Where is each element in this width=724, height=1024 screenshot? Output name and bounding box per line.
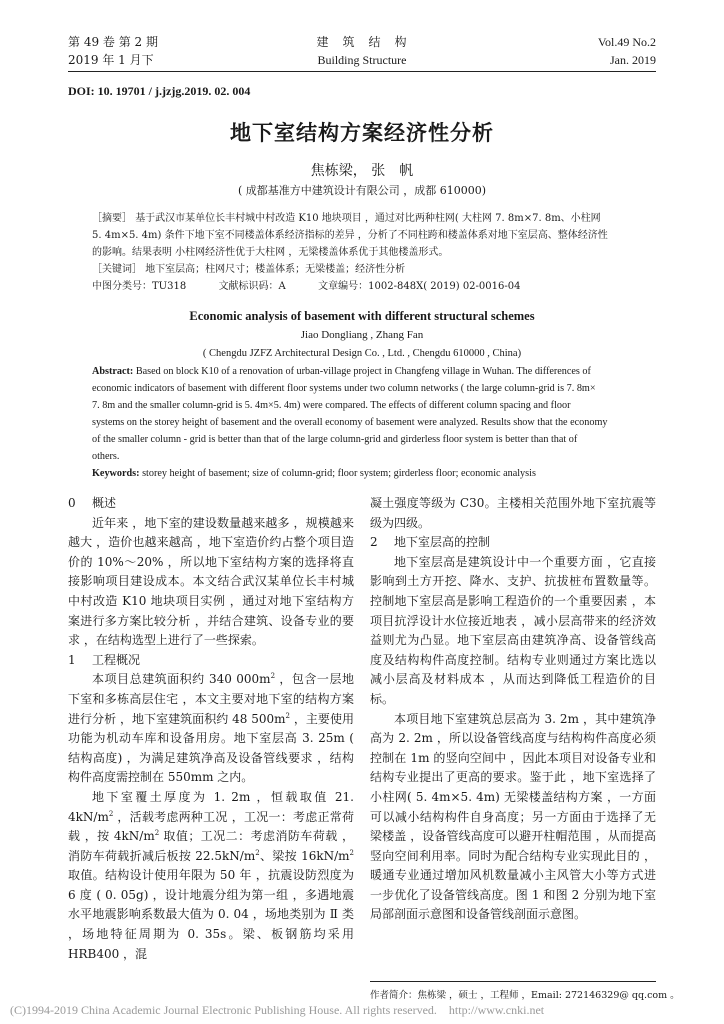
abstract-en-line: Based on block K10 of a renovation of urban-village project in Changfeng village in Wuhan. The differences of: [135, 366, 591, 377]
journal-volume-en: Vol.49 No.2: [597, 35, 656, 49]
abstract-cn-line: 5. 4m×5. 4m) 条件下地下室不同楼盖体系经济指标的差异 ，分析了不同柱跨和楼盖体系对地下室层高、整体经济性: [92, 230, 608, 241]
abstract-en-line: others.: [92, 451, 120, 462]
journal-name-cn: 建 筑 结 构: [316, 35, 408, 49]
abstract-cn-line: 基于武汉市某单位长丰村城中村改造 K10 地块项目 ，通过对比两种柱网( 大柱网 7. 8m×7. 8m、小柱网: [135, 213, 601, 224]
abstract-en-line: economic indicators of basement with different floor systems under two column networks ( the large column-grid is 7. 8m×: [92, 383, 596, 394]
abstract-en-label: Abstract:: [92, 366, 134, 377]
footnote-rule: [370, 981, 656, 982]
paragraph: 地下室覆土厚度为 1. 2m ，恒载取值 21. $4kN/m^2$ ，活载考虑两种工况 ，工况一：考虑正常荷载 ，按 $4kN/m^2$ 取值；工况二：考虑消防车荷载 ，消防车荷载折减后板按 $22.5kN/m^2$、梁按 $16kN/m^2$ 取值。结构设计使用年限为 50 年 ，抗震设防烈度为 6 度 ( 0. 05g) ，设计地震分组为第一组 ，多遇地震水平地震影响系数最大值为 0. 04 ，场地类别为 Ⅱ 类 ，场地特征周期为 0. 35s。梁、板钢筋均采用 HRB400 ，混: [68, 789, 354, 961]
keywords-en-label: Keywords:: [92, 468, 140, 479]
keywords-cn-label: ［关键词］: [92, 264, 142, 275]
keywords-cn: 地下室层高；柱网尺寸；楼盖体系；无梁楼盖；经济性分析: [145, 264, 406, 275]
abstract-cn-label: ［摘要］: [92, 213, 132, 224]
journal-date: 2019 年 1 月下: [68, 53, 154, 67]
authors-en: Jiao Dongliang , Zhang Fan: [300, 329, 424, 341]
abstract-en-line: systems on the storey height of basement and the overall economy of basement were analyzed. Results show that the economy: [92, 417, 608, 428]
affiliation-cn: ( 成都基准方中建筑设计有限公司 ，成都 610000): [237, 184, 487, 197]
abstract-en: [92, 363, 652, 482]
paragraph: 凝土强度等级为 C30。主楼相关范围外地下室抗震等级为四级。: [370, 496, 656, 530]
copyright-text: (C)1994-2019 China Academic Journal Electronic Publishing House. All rights reserved.: [10, 1003, 437, 1017]
document-code: 文献标识码：A: [218, 281, 286, 292]
journal-name-en: Building Structure: [317, 53, 407, 67]
clc-number: 中图分类号：TU318: [92, 281, 187, 292]
paragraph: 本项目地下室建筑总层高为 3. 2m ，其中建筑净高为 2. 2m ，所以设备管线高度与结构构件高度必须控制在 1m 的竖向空间中 ，因此本项目对设备专业和结构专业提出了更高的要求。鉴于此 ，地下室选择了小柱网( 5. 4m×5. 4m) 无梁楼盖结构方案 ，一方面可以减小结构构件自身高度；另一方面由于选择了无梁楼盖 ，设备管线高度可以避开柱帽范围 ，从而提高竖向空间利用率。同时为配合结构专业实现此目的 ，暖通专业通过增加风机数量减小主风管大小等方式进一步优化了设备管线高度。图 1 和图 2 分别为地下室局部剖面示意图和设备管线剖面示意图。: [370, 711, 656, 922]
section-heading-1: 1 工程概况: [68, 652, 141, 667]
abstract-en-line: 7. 8m and the smaller column-grid is 5. 4m×5. 4m) were compared. The effects of different column spacing and floor: [92, 400, 571, 411]
paper-title-cn: 地下室结构方案经济性分析: [230, 121, 494, 145]
paper-title-en: Economic analysis of basement with different structural schemes: [189, 309, 535, 323]
authors-cn: 焦栋梁， 张 帆: [310, 163, 414, 179]
right-column: [370, 494, 656, 925]
author-note: 作者简介：焦栋梁 ，硕士 ，工程师 ，Email: 272146329@ qq.com 。: [370, 990, 680, 1001]
paragraph: 近年来 ，地下室的建设数量越来越多 ，规模越来越大 ，造价也越来越高 ，地下室造价约占整个项目造价的 10%～20% ，所以地下室结构方案的选择将直接影响项目建设成本。本文结合武汉某单位长丰村城中村改造 K10 地块项目实例 ，通过对地下室结构方案进行多方案比较分析 ，并结合建筑、设备专业的要求 ，在结构选型上进行了一些探索。: [68, 515, 354, 648]
paragraph: 本项目总建筑面积约 340 $000m^2$ ，包含一层地下室和多栋高层住宅 ，本文主要对地下室的结构方案进行分析 ，地下室建筑面积约 48 $500m^2$ ，主要使用功能为机动车库和设备用房。地下室层高 3. 25m ( 结构高度) ，为满足建筑净高及设备管线要求 ，结构构件高度需控制在 550mm 之内。: [68, 672, 354, 785]
left-column: [68, 494, 354, 964]
abstract-en-line: of the smaller column - grid is better than that of the large column-grid and girderless floor system is better than that of: [92, 434, 578, 445]
affiliation-en: ( Chengdu JZFZ Architectural Design Co. , Ltd. , Chengdu 610000 , China): [202, 348, 522, 359]
copyright-footer: [10, 1003, 544, 1018]
article-number: 文章编号：1002-848X( 2019) 02-0016-04: [318, 281, 521, 292]
section-heading-0: 0 概述: [68, 496, 117, 510]
doi: DOI: 10. 19701 / j.jzjg.2019. 02. 004: [68, 84, 251, 98]
paragraph: 地下室层高是建筑设计中一个重要方面 ，它直接影响到土方开挖、降水、支护、抗拔桩布置数量等。控制地下室层高是影响工程造价的一个重要因素 ，本项目抗浮设计水位接近地表 ，减小层高带来的经济效益则尤为凸显。地下室层高由建筑净高、设备管线高度及结构构件高度控制。结构专业则通过方案比选以减小层高及材料成本 ，从而达到降低工程造价的目标。: [370, 554, 656, 706]
journal-date-en: Jan. 2019: [610, 53, 656, 67]
header-rule: [68, 71, 656, 72]
journal-volume-issue: 第 49 卷 第 2 期: [68, 35, 158, 49]
keywords-en: storey height of basement; size of column-grid; floor system; girderless floor; economic analysis: [142, 468, 536, 479]
cnki-link[interactable]: http://www.cnki.net: [448, 1003, 545, 1017]
section-heading-2: 2 地下室层高的控制: [370, 535, 491, 550]
abstract-cn: [92, 210, 652, 295]
abstract-cn-line: 的影响。结果表明 小柱网经济性优于大柱网 ，无梁楼盖体系优于其他楼盖形式。: [92, 247, 449, 258]
